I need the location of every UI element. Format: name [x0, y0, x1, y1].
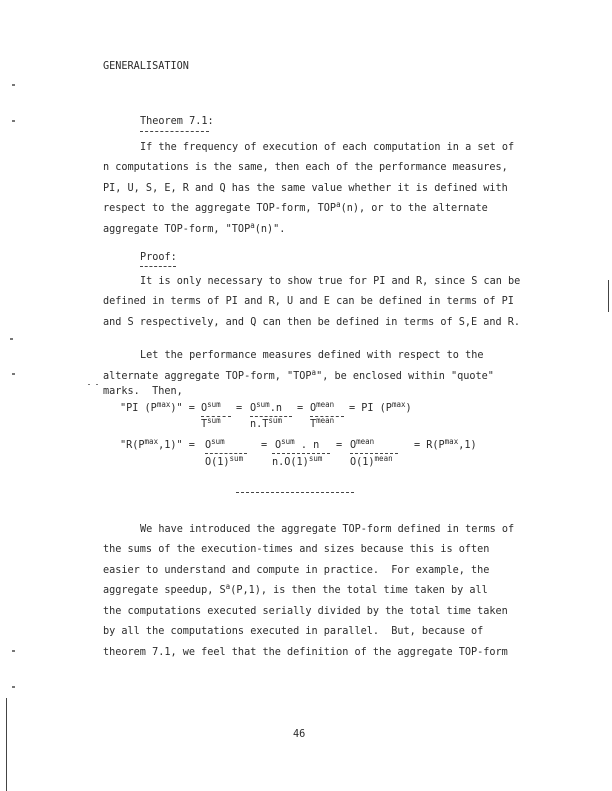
paragraph-line: by all the computations executed in parallel. But, because of [103, 626, 484, 637]
page-number: 46 [293, 729, 306, 740]
equation-r-term3-numerator: $O^{mean}$ [350, 437, 375, 451]
equation-r-term1-numerator: $O^{sum}$ [205, 437, 225, 451]
paragraph-line: We have introduced the aggregate TOP-form defined in terms of [140, 524, 515, 535]
theorem-line: If the frequency of execution of each computation in a set of [140, 142, 515, 153]
proof-line: It is only necessary to show true for PI and R, since S can be [140, 276, 521, 287]
equation-r-term3-denominator: $O(1)^{mean}$ [350, 454, 393, 468]
paragraph-line: marks. Then, [103, 386, 183, 397]
equation-pi-term3-numerator: $O^{mean}$ [310, 400, 335, 414]
paragraph-line: aggregate speedup, $S^a(P,1)$, is then the total time taken by all [103, 582, 488, 596]
theorem-underline [140, 131, 209, 132]
equation-r-rhs: = $R(P^{max},1)$ [414, 437, 477, 451]
equation-pi-term1-denominator: $T^{sum}$ [201, 416, 221, 430]
equation-r-term1-denominator: $O(1)^{sum}$ [205, 454, 244, 468]
paragraph-line: easier to understand and compute in practice. For example, the [103, 565, 490, 576]
equation-pi-lhs: "PI $(P^{max})$" = [120, 400, 202, 414]
scan-mark [88, 384, 90, 385]
theorem-line: PI, U, S, E, R and Q has the same value whether it is defined with [103, 183, 508, 194]
paragraph-line: the computations executed serially divided by the total time taken [103, 606, 508, 617]
equation-r-lhs: "$R(P^{max},1)$" = [120, 437, 202, 451]
theorem-title: Theorem 7.1: [140, 116, 214, 127]
equation-r-term2-numerator: $O^{sum}$ . n [275, 437, 320, 451]
scan-mark [12, 650, 15, 652]
equals-sign: = [297, 403, 304, 414]
equation-pi-term3-denominator: $T^{mean}$ [310, 416, 335, 430]
theorem-line: respect to the aggregate TOP-form, TOP$^a$(n), or to the alternate [103, 200, 488, 214]
equation-pi-term2-denominator: $n.T^{sum}$ [250, 416, 282, 430]
equation-pi-rhs: = PI $(P^{max})$ [349, 400, 412, 414]
theorem-line: n computations is the same, then each of the performance measures, [103, 162, 508, 173]
paragraph-line: the sums of the execution-times and sizes because this is often [103, 544, 490, 555]
equation-pi-term2-numerator: $O^{sum}.n$ [250, 400, 282, 414]
equals-sign: = [236, 403, 243, 414]
proof-line: and S respectively, and Q can then be defined in terms of S,E and R. [103, 317, 521, 328]
equals-sign: = [336, 440, 343, 451]
scan-mark [12, 120, 15, 122]
running-header: GENERALISATION [103, 61, 189, 72]
paragraph-line: theorem 7.1, we feel that the definition of the aggregate TOP-form [103, 647, 508, 658]
scan-mark [12, 373, 15, 375]
paragraph-line: alternate aggregate TOP-form, "TOP$^a$", be enclosed within "quote" [103, 368, 494, 382]
proof-title: Proof: [140, 252, 177, 263]
equals-sign: = [261, 440, 268, 451]
scan-mark [12, 686, 15, 688]
scan-mark [12, 84, 15, 86]
section-divider [236, 492, 354, 493]
proof-underline [140, 266, 176, 267]
paragraph-line: Let the performance measures defined with respect to the [140, 350, 484, 361]
scan-edge-line [6, 698, 7, 791]
equation-pi-term1-numerator: $O^{sum}$ [201, 400, 221, 414]
proof-line: defined in terms of PI and R, U and E can be defined in terms of PI [103, 296, 514, 307]
theorem-line: aggregate TOP-form, "TOP$^a$(n)". [103, 221, 286, 235]
scan-edge-line [608, 280, 609, 312]
scan-mark [10, 338, 13, 340]
equation-r-term2-denominator: $n.O(1)^{sum}$ [272, 454, 323, 468]
scan-mark [96, 384, 98, 385]
